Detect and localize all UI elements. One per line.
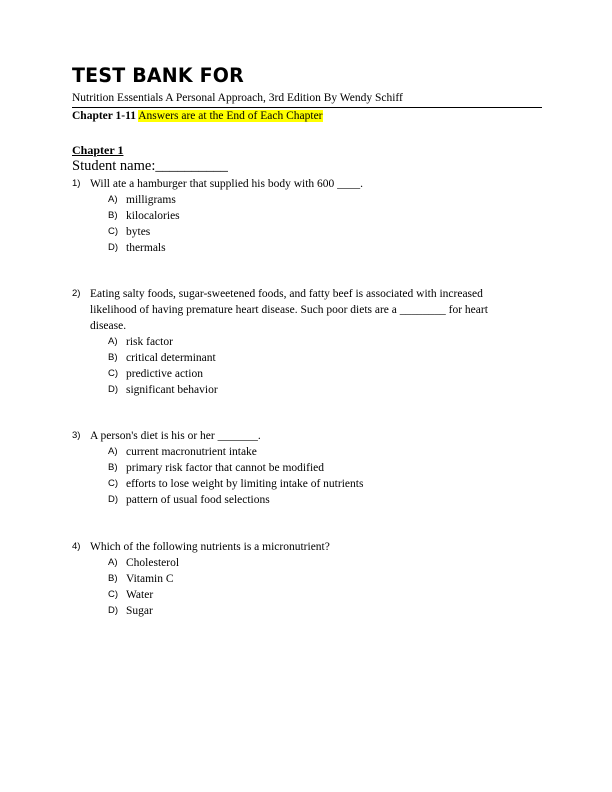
option-letter: A) (108, 336, 118, 347)
option-d (108, 603, 512, 619)
option-text: pattern of usual food selections (126, 494, 270, 506)
question-number: 2) (72, 288, 81, 299)
page-title: TEST BANK FOR (72, 64, 244, 88)
answer-options (72, 444, 512, 508)
option-letter: B) (108, 352, 118, 363)
option-a (108, 444, 512, 460)
option-text: Sugar (126, 605, 153, 617)
option-letter: C) (108, 368, 119, 379)
answer-options (72, 192, 512, 256)
option-text: milligrams (126, 194, 176, 206)
question-number: 1) (72, 178, 81, 189)
option-letter: A) (108, 557, 118, 568)
chapter-range: Chapter 1-11 (72, 110, 136, 122)
option-text: efforts to lose weight by limiting intake of nutrients (126, 478, 364, 490)
header-divider (72, 107, 542, 108)
option-letter: D) (108, 384, 119, 395)
option-c (108, 476, 512, 492)
option-letter: B) (108, 462, 118, 473)
option-letter: B) (108, 210, 118, 221)
option-text: risk factor (126, 336, 173, 348)
option-text: thermals (126, 242, 166, 254)
option-letter: A) (108, 446, 118, 457)
option-d (108, 240, 512, 256)
question-text: A person's diet is his or her _______. (90, 430, 261, 442)
option-letter: D) (108, 242, 119, 253)
question-text: Eating salty foods, sugar-sweetened foods, and fatty beef is associated with increased likelihood of having premature heart disease. Such poor diets are a ________ for heart disease. (90, 288, 488, 332)
option-text: Cholesterol (126, 557, 180, 569)
student-name-label: Student name:__________ (72, 158, 228, 174)
option-text: critical determinant (126, 352, 216, 364)
option-letter: D) (108, 605, 119, 616)
option-d (108, 382, 512, 398)
option-b (108, 350, 512, 366)
option-text: predictive action (126, 368, 203, 380)
option-c (108, 587, 512, 603)
option-text: Water (126, 589, 154, 601)
book-subtitle: Nutrition Essentials A Personal Approach, 3rd Edition By Wendy Schiff (72, 92, 403, 104)
option-letter: D) (108, 494, 119, 505)
option-text: Vitamin C (126, 573, 174, 585)
chapter-heading: Chapter 1 (72, 143, 124, 157)
option-c (108, 224, 512, 240)
option-text: significant behavior (126, 384, 218, 396)
option-a (108, 555, 512, 571)
question-text: Which of the following nutrients is a micronutrient? (90, 541, 330, 553)
option-text: primary risk factor that cannot be modified (126, 462, 324, 474)
option-letter: C) (108, 226, 119, 237)
option-letter: A) (108, 194, 118, 205)
option-letter: C) (108, 589, 119, 600)
question-number: 3) (72, 430, 81, 441)
question-number: 4) (72, 541, 81, 552)
question-text: Will ate a hamburger that supplied his body with 600 ____. (90, 178, 364, 190)
option-b (108, 208, 512, 224)
answers-note: Answers are at the End of Each Chapter (138, 110, 323, 122)
option-text: bytes (126, 226, 151, 238)
question-1 (72, 176, 512, 256)
answer-options (72, 555, 512, 619)
option-a (108, 334, 512, 350)
option-text: current macronutrient intake (126, 446, 257, 458)
option-b (108, 460, 512, 476)
option-c (108, 366, 512, 382)
question-3 (72, 428, 512, 508)
question-2 (72, 286, 512, 398)
option-a (108, 192, 512, 208)
option-letter: C) (108, 478, 119, 489)
chapter-range-line (72, 110, 323, 122)
option-text: kilocalories (126, 210, 180, 222)
option-b (108, 571, 512, 587)
option-d (108, 492, 512, 508)
question-4 (72, 539, 512, 619)
option-letter: B) (108, 573, 118, 584)
answer-options (72, 334, 512, 398)
